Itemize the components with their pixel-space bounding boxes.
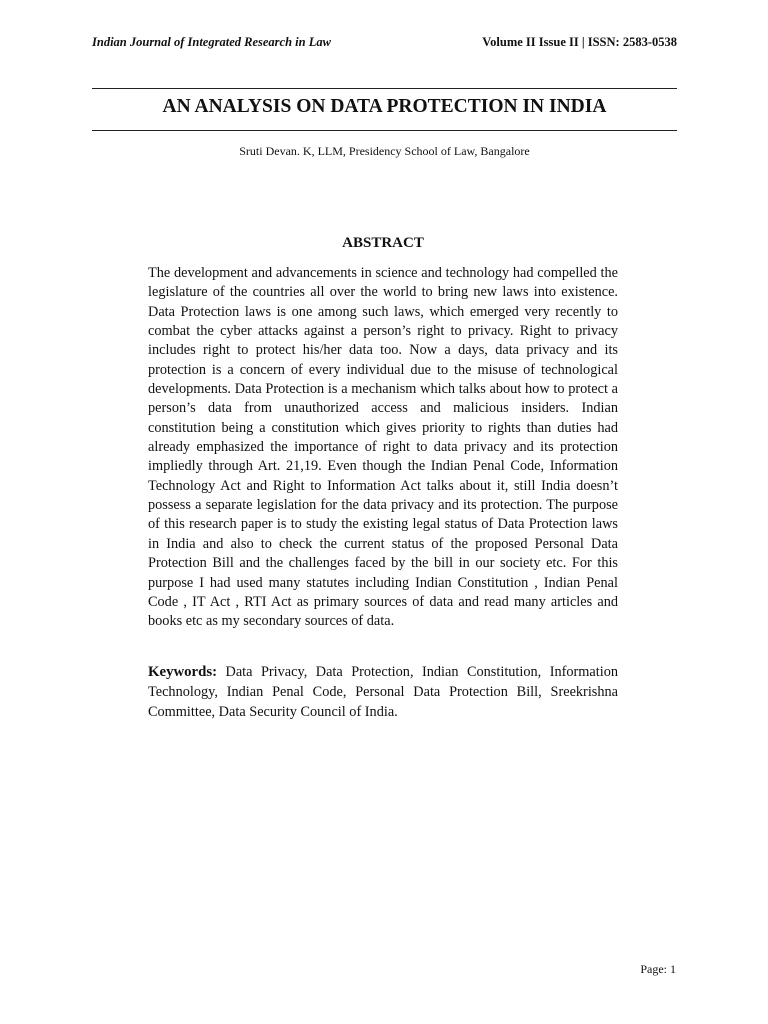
title-top-rule [92,88,677,89]
keywords-label: Keywords: [148,664,218,680]
title-bottom-rule [92,130,677,131]
paper-title: AN ANALYSIS ON DATA PROTECTION IN INDIA [162,96,607,117]
keywords-paragraph [148,662,618,722]
running-header [92,33,677,51]
abstract-heading: ABSTRACT [342,235,424,251]
author-line: Sruti Devan. K, LLM, Presidency School of Law, Bangalore [239,144,530,158]
abstract-body: The development and advancements in science and technology had compelled the legislature of the countries all over the world to bring new laws into existence. Data Protection laws is one among such laws, which emerged very recently to combat the cyber attacks against a person’s right to privacy. Right to privacy includes right to protect his/her data too. Now a days, data privacy and its protection is a concern of every individual due to the misuse of technological developments. Data Protection is a mechanism which talks about how to protect a person’s data from unauthorized access and malicious insiders. Indian constitution being a constitution which gives priority to rights than duties had already emphasized the importance of right to data privacy and its protection impliedly through Art. 21,19. Even though the Indian Penal Code, Information Technology Act and Right to Information Act talks about it, still India doesn’t possess a separate legislation for the data privacy and its protection. The purpose of this research paper is to study the existing legal status of Data Protection laws in India and also to check the current status of the proposed Personal Data Protection Bill and the challenges faced by the bill in our society etc. For this purpose I had used many statutes including Indian Constitution , Indian Penal Code , IT Act , RTI Act as primary sources of data and read many articles and books etc as my secondary sources of data. [148,265,618,630]
keywords-text: Data Privacy, Data Protection, Indian Constitution, Information Technology, Indian Penal Code, Personal Data Protection Bill, Sreekrishna Committee, Data Security Council of India. [148,664,618,720]
journal-name: Indian Journal of Integrated Research in Law [92,35,331,49]
page-number: Page: 1 [640,962,676,976]
issue-info: Volume II Issue II | ISSN: 2583-0538 [482,35,677,49]
